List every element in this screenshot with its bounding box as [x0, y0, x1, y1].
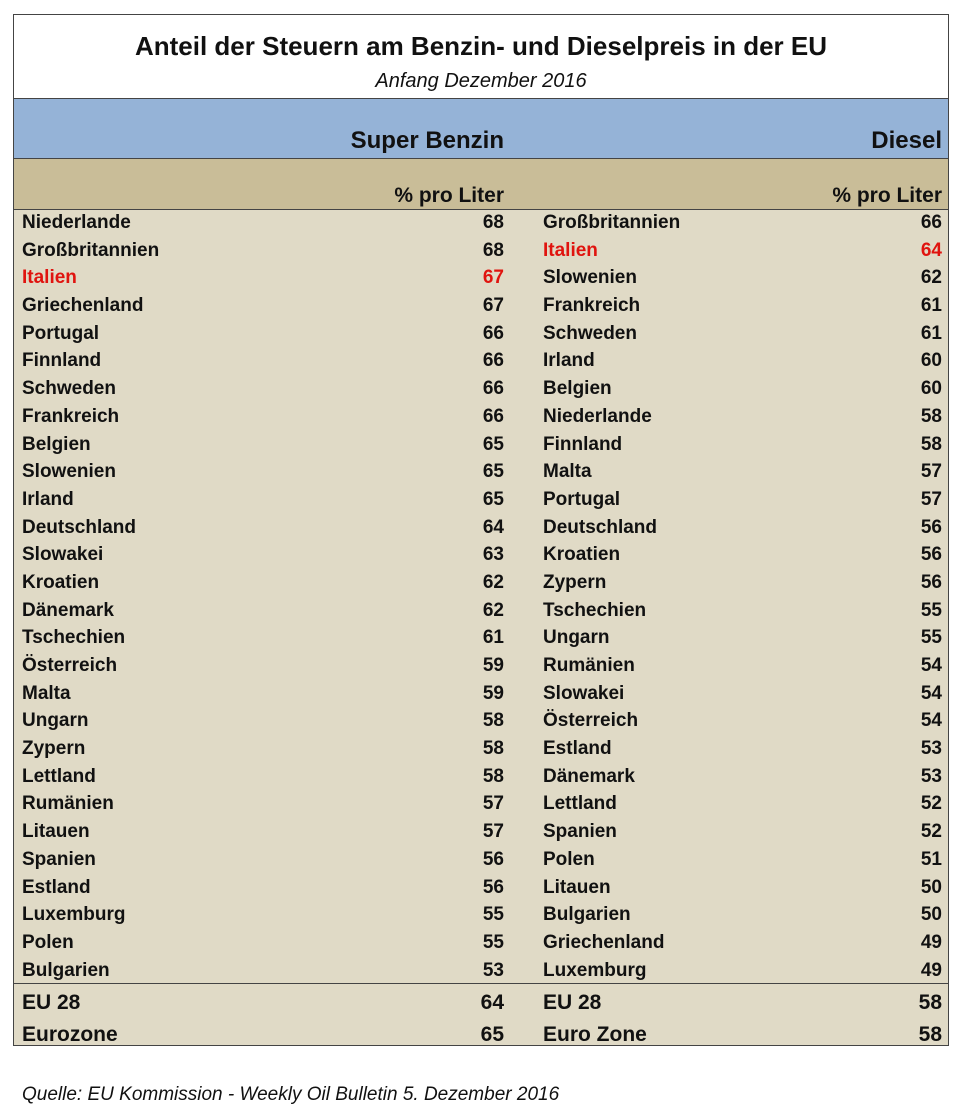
benzin-country: Dänemark [22, 599, 114, 621]
diesel-country: Slowenien [543, 267, 637, 289]
benzin-country: Bulgarien [22, 959, 110, 981]
benzin-value: 62 [482, 599, 504, 621]
benzin-row [22, 375, 504, 403]
diesel-row [543, 514, 942, 542]
benzin-value: 56 [482, 848, 504, 870]
diesel-country: Griechenland [543, 931, 665, 953]
diesel-row [543, 237, 942, 265]
benzin-country: Estland [22, 876, 91, 898]
diesel-row [543, 264, 942, 292]
benzin-value: 66 [482, 405, 504, 427]
diesel-row [543, 431, 942, 459]
diesel-value: 62 [920, 267, 942, 289]
diesel-row [543, 929, 942, 957]
table-frame [13, 14, 949, 1046]
diesel-country: Lettland [543, 793, 617, 815]
diesel-country: Estland [543, 738, 612, 760]
diesel-row [543, 209, 942, 237]
diesel-value: 53 [920, 765, 942, 787]
benzin-summary-country: EU 28 [22, 991, 81, 1014]
diesel-country: Bulgarien [543, 904, 631, 926]
diesel-summary-country: Euro Zone [543, 1023, 647, 1046]
diesel-row [543, 680, 942, 708]
benzin-value: 55 [482, 931, 504, 953]
benzin-country: Italien [22, 267, 77, 289]
benzin-rows [22, 209, 504, 984]
diesel-row [543, 541, 942, 569]
diesel-row [543, 375, 942, 403]
benzin-value: 57 [482, 821, 504, 843]
diesel-row [543, 569, 942, 597]
benzin-country: Belgien [22, 433, 91, 455]
benzin-row [22, 264, 504, 292]
benzin-value: 57 [482, 793, 504, 815]
diesel-value: 56 [920, 571, 942, 593]
benzin-summary-row [22, 1019, 504, 1051]
benzin-row [22, 292, 504, 320]
diesel-country: Portugal [543, 488, 621, 510]
diesel-row [543, 818, 942, 846]
benzin-value: 55 [482, 904, 504, 926]
benzin-row [22, 624, 504, 652]
diesel-summary-value: 58 [918, 991, 942, 1014]
diesel-summary-country: EU 28 [543, 991, 602, 1014]
diesel-value: 60 [920, 350, 942, 372]
benzin-summary-country: Eurozone [22, 1023, 118, 1046]
benzin-value: 59 [482, 655, 504, 676]
benzin-row [22, 901, 504, 929]
diesel-country: Luxemburg [543, 959, 647, 981]
diesel-row [543, 957, 942, 985]
benzin-country: Zypern [22, 738, 86, 760]
diesel-value: 60 [920, 378, 942, 400]
benzin-value: 61 [482, 627, 504, 649]
benzin-country: Litauen [22, 821, 90, 843]
diesel-summary-value: 58 [918, 1023, 942, 1046]
source-note: Quelle: EU Kommission - Weekly Oil Bulletin 5. Dezember 2016 [22, 1084, 560, 1105]
diesel-value: 52 [920, 793, 942, 815]
benzin-country: Luxemburg [22, 904, 126, 926]
diesel-row [543, 652, 942, 680]
benzin-value: 53 [482, 959, 504, 981]
benzin-row [22, 652, 504, 680]
diesel-row [543, 597, 942, 625]
diesel-value: 56 [920, 516, 942, 538]
title-box [14, 15, 948, 99]
benzin-country: Großbritannien [22, 239, 160, 261]
diesel-country: Polen [543, 848, 595, 870]
benzin-row [22, 347, 504, 375]
diesel-value: 54 [920, 710, 942, 732]
diesel-value: 58 [920, 405, 942, 427]
chart-title: Anteil der Steuern am Benzin- und Dieselpreis in der EU [134, 31, 828, 61]
benzin-row [22, 707, 504, 735]
diesel-country: Tschechien [543, 599, 647, 621]
benzin-summary [22, 987, 504, 1051]
diesel-value: 55 [920, 627, 942, 649]
benzin-country: Finnland [22, 350, 102, 372]
diesel-country: Litauen [543, 876, 611, 898]
benzin-column-header: Super Benzin [350, 127, 504, 154]
diesel-row [543, 874, 942, 902]
benzin-unit-header: % pro Liter [394, 184, 504, 207]
diesel-value: 61 [920, 322, 942, 344]
benzin-country: Österreich [22, 655, 118, 676]
benzin-country: Portugal [22, 322, 100, 344]
benzin-value: 67 [482, 267, 504, 289]
diesel-row [543, 292, 942, 320]
diesel-country: Deutschland [543, 516, 658, 538]
diesel-country: Malta [543, 461, 592, 483]
diesel-row [543, 458, 942, 486]
diesel-value: 58 [920, 433, 942, 455]
diesel-country: Ungarn [543, 627, 610, 649]
diesel-value: 49 [920, 931, 942, 953]
benzin-value: 59 [482, 682, 504, 704]
diesel-summary-row [543, 1019, 942, 1051]
benzin-country: Deutschland [22, 516, 137, 538]
benzin-value: 58 [482, 710, 504, 732]
benzin-value: 58 [482, 765, 504, 787]
diesel-country: Dänemark [543, 765, 635, 787]
benzin-country: Frankreich [22, 405, 120, 427]
benzin-row [22, 514, 504, 542]
benzin-value: 67 [482, 295, 504, 317]
diesel-country: Niederlande [543, 405, 652, 427]
diesel-row [543, 763, 942, 791]
diesel-row [543, 320, 942, 348]
benzin-value: 66 [482, 322, 504, 344]
diesel-row [543, 624, 942, 652]
benzin-row [22, 790, 504, 818]
benzin-country: Malta [22, 682, 71, 704]
benzin-row [22, 403, 504, 431]
benzin-summary-row [22, 987, 504, 1019]
benzin-value: 66 [482, 350, 504, 372]
diesel-summary [543, 987, 942, 1051]
diesel-value: 57 [920, 488, 942, 510]
diesel-value: 49 [920, 959, 942, 981]
benzin-country: Slowenien [22, 461, 116, 483]
benzin-value: 65 [482, 433, 504, 455]
diesel-country: Slowakei [543, 682, 625, 704]
benzin-value: 64 [482, 516, 504, 538]
benzin-row [22, 818, 504, 846]
diesel-row [543, 790, 942, 818]
benzin-value: 58 [482, 738, 504, 760]
diesel-value: 50 [920, 904, 942, 926]
benzin-value: 65 [482, 488, 504, 510]
diesel-row [543, 901, 942, 929]
diesel-country: Irland [543, 350, 595, 372]
benzin-row [22, 320, 504, 348]
benzin-country: Griechenland [22, 295, 144, 317]
benzin-value: 63 [482, 544, 504, 566]
benzin-row [22, 569, 504, 597]
benzin-row [22, 735, 504, 763]
benzin-country: Lettland [22, 765, 96, 787]
summary-divider [14, 983, 948, 984]
diesel-country: Frankreich [543, 295, 641, 317]
benzin-value: 66 [482, 378, 504, 400]
diesel-country: Italien [543, 239, 598, 261]
diesel-value: 52 [920, 821, 942, 843]
benzin-country: Tschechien [22, 627, 126, 649]
diesel-country: Finnland [543, 433, 623, 455]
benzin-country: Polen [22, 931, 74, 953]
diesel-summary-row [543, 987, 942, 1019]
benzin-summary-value: 64 [480, 991, 504, 1014]
benzin-country: Rumänien [22, 793, 114, 815]
diesel-value: 61 [920, 295, 942, 317]
benzin-row [22, 846, 504, 874]
diesel-value: 54 [920, 682, 942, 704]
diesel-country: Zypern [543, 571, 607, 593]
diesel-value: 55 [920, 599, 942, 621]
benzin-row [22, 209, 504, 237]
benzin-summary-value: 65 [480, 1023, 504, 1046]
benzin-value: 62 [482, 571, 504, 593]
benzin-row [22, 957, 504, 985]
diesel-row [543, 486, 942, 514]
diesel-value: 54 [920, 655, 942, 676]
benzin-value: 65 [482, 461, 504, 483]
diesel-value: 50 [920, 876, 942, 898]
benzin-row [22, 680, 504, 708]
diesel-column-header: Diesel [871, 127, 942, 154]
diesel-country: Großbritannien [543, 212, 681, 233]
diesel-country: Spanien [543, 821, 617, 843]
benzin-row [22, 458, 504, 486]
diesel-country: Schweden [543, 322, 637, 344]
diesel-value: 66 [920, 212, 942, 233]
benzin-country: Slowakei [22, 544, 104, 566]
diesel-value: 57 [920, 461, 942, 483]
diesel-value: 56 [920, 544, 942, 566]
benzin-country: Irland [22, 488, 74, 510]
diesel-row [543, 707, 942, 735]
benzin-row [22, 541, 504, 569]
diesel-country: Belgien [543, 378, 612, 400]
diesel-country: Kroatien [543, 544, 621, 566]
diesel-row [543, 347, 942, 375]
diesel-country: Rumänien [543, 655, 635, 676]
benzin-country: Spanien [22, 848, 96, 870]
diesel-value: 51 [920, 848, 942, 870]
benzin-value: 56 [482, 876, 504, 898]
benzin-country: Niederlande [22, 212, 131, 233]
chart-subtitle: Anfang Dezember 2016 [375, 70, 587, 92]
diesel-rows [543, 209, 942, 984]
benzin-value: 68 [482, 212, 504, 233]
benzin-country: Ungarn [22, 710, 89, 732]
benzin-row [22, 763, 504, 791]
benzin-row [22, 431, 504, 459]
benzin-row [22, 929, 504, 957]
benzin-row [22, 597, 504, 625]
diesel-value: 64 [920, 239, 942, 261]
diesel-row [543, 403, 942, 431]
diesel-row [543, 735, 942, 763]
diesel-country: Österreich [543, 710, 639, 732]
benzin-country: Kroatien [22, 571, 100, 593]
diesel-row [543, 846, 942, 874]
benzin-value: 68 [482, 239, 504, 261]
benzin-row [22, 237, 504, 265]
diesel-value: 53 [920, 738, 942, 760]
benzin-country: Schweden [22, 378, 116, 400]
benzin-row [22, 486, 504, 514]
benzin-row [22, 874, 504, 902]
diesel-unit-header: % pro Liter [832, 184, 942, 207]
